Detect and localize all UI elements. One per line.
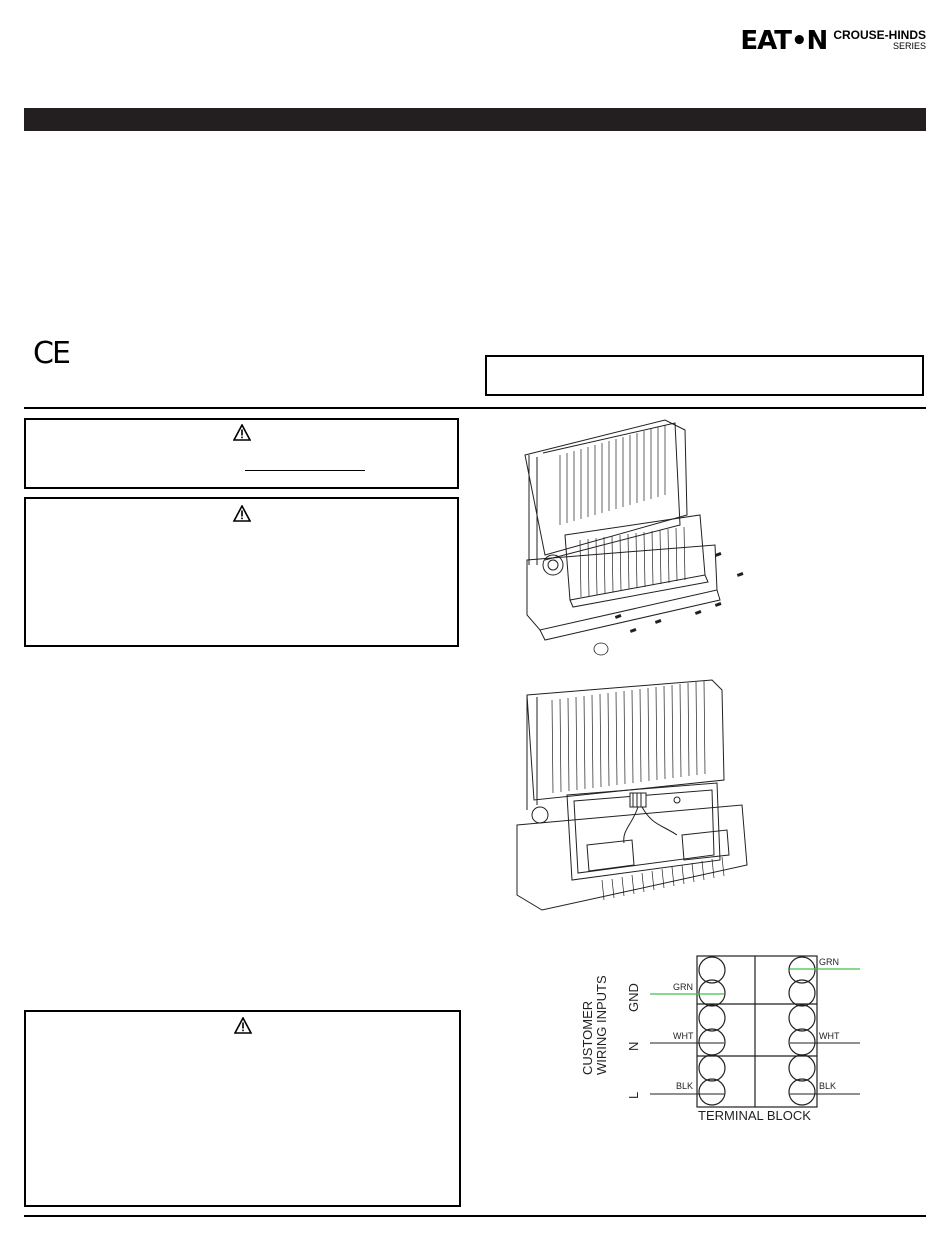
section-rule-bottom <box>24 1215 926 1217</box>
detail-callout-icon <box>594 643 608 655</box>
warning-triangle-icon <box>233 424 251 441</box>
brand-mark: EAT•N <box>740 26 828 56</box>
row-label-n: N <box>626 1041 641 1051</box>
brand-line2: SERIES <box>892 41 926 51</box>
brand-line1: CROUSE-HINDS <box>833 28 926 42</box>
row-label-l: L <box>626 1091 641 1099</box>
eaton-logo <box>740 28 926 54</box>
wire-label-blk-right: BLK <box>819 1081 837 1091</box>
terminal-block-frame <box>697 956 817 1107</box>
row-label-gnd: GND <box>626 983 641 1012</box>
note-box <box>485 355 924 396</box>
terminal-block-diagram <box>570 950 870 1130</box>
section-rule-top <box>24 407 926 409</box>
fixture-rear-view-figure <box>515 415 755 665</box>
warning-box-2 <box>24 497 459 647</box>
warning-box-1 <box>24 418 459 489</box>
underline-rule <box>245 470 365 471</box>
warning-triangle-icon <box>233 505 251 522</box>
terminal-block-label: TERMINAL BLOCK <box>698 1108 811 1123</box>
ce-mark-icon: CE <box>33 336 69 371</box>
warning-triangle-icon <box>234 1017 252 1034</box>
warning-box-3 <box>24 1010 461 1207</box>
wire-label-wht-right: WHT <box>819 1031 840 1041</box>
side-label-line1: CUSTOMER <box>580 1000 595 1075</box>
brand-text <box>833 30 926 52</box>
wire-label-blk-left: BLK <box>676 1081 694 1091</box>
wire-label-wht-left: WHT <box>673 1031 694 1041</box>
wire-label-grn-left: GRN <box>673 982 693 992</box>
wire-label-grn-right: GRN <box>819 957 839 967</box>
title-bar <box>24 108 926 131</box>
side-label-line2: WIRING INPUTS <box>594 975 609 1075</box>
fixture-open-view-figure <box>512 675 774 915</box>
